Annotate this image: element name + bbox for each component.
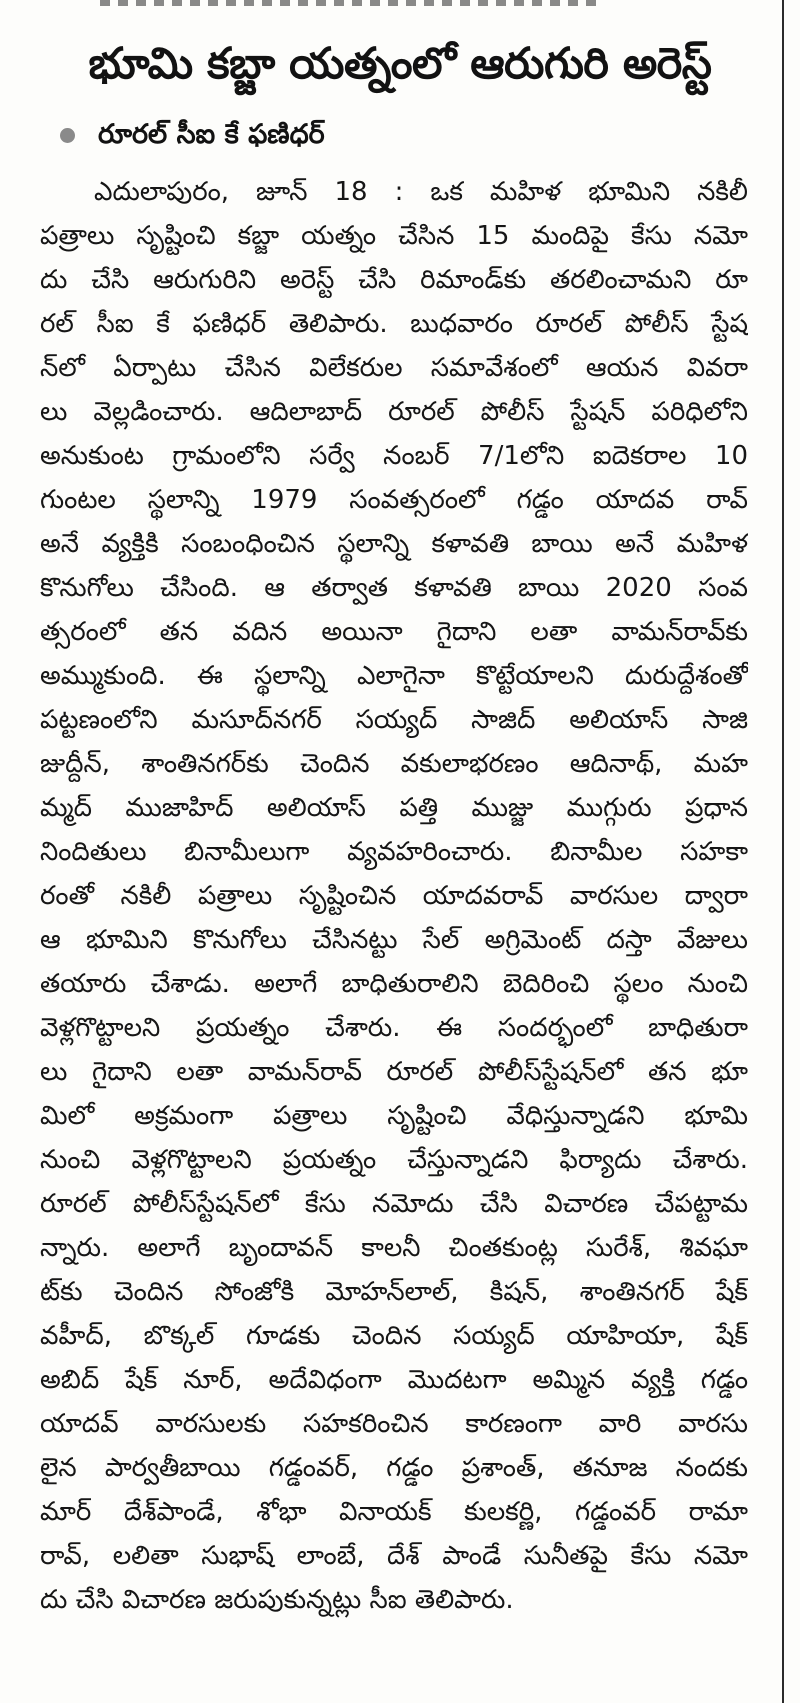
article-line: న్‌లో ఏర్పాటు చేసిన విలేకరుల సమావేశంలో ఆయన వివరా <box>40 353 748 383</box>
article-body <box>40 170 748 1622</box>
article-line: తయారు చేశాడు. అలాగే బాధితురాలిని బెదిరించి స్థలం నుంచి <box>40 969 748 999</box>
article-line: లు గైదాని లతా వామన్‌రావ్ రూరల్ పోలీస్‌స్టేషన్‌లో తన భూ <box>40 1057 748 1087</box>
article-line: మ్మద్ ముజాహిద్ అలియాస్ పత్తి ముజ్జు ముగ్గురు ప్రధాన <box>40 793 748 823</box>
article-line: ఎదులాపురం, జూన్ 18 : ఒక మహిళ భూమిని నకిలీ <box>94 177 748 207</box>
article-line: దు చేసి ఆరుగురిని అరెస్ట్ చేసి రిమాండ్‌కు తరలించామని రూ <box>40 265 748 295</box>
article-line: వహీద్, బొక్కల్ గూడకు చెందిన సయ్యద్ యాహియా, షేక్ <box>40 1321 748 1351</box>
article-line: నిందితులు బినామీలుగా వ్యవహరించారు. బినామీల సహకా <box>40 837 748 867</box>
article-line: అమ్ముకుంది. ఈ స్థలాన్ని ఎలాగైనా కొట్టేయాలని దురుద్దేశంతో <box>40 661 748 691</box>
article-line: దు చేసి విచారణ జరుపుకున్నట్లు సీఐ తెలిపారు. <box>40 1585 514 1615</box>
article-line: గుంటల స్థలాన్ని 1979 సంవత్సరంలో గడ్డం యాదవ రావ్ <box>40 485 748 515</box>
column-rule <box>782 0 784 1703</box>
article-line: మిలో అక్రమంగా పత్రాలు సృష్టించి వేధిస్తున్నాడని భూమి <box>40 1101 748 1131</box>
article-line: యాదవ్ వారసులకు సహకరించిన కారణంగా వారి వారసు <box>40 1409 748 1439</box>
byline: రూరల్ సీఐ కే ఫణిధర్ <box>98 119 325 150</box>
article-line: రూరల్ పోలీస్‌స్టేషన్‌లో కేసు నమోదు చేసి విచారణ చేపట్టామ <box>40 1189 748 1219</box>
byline-bullet-icon <box>60 128 75 143</box>
article-line: ట్‌కు చెందిన సోంజోకి మోహన్‌లాల్, కిషన్, శాంతినగర్ షేక్ <box>40 1277 748 1307</box>
article-line: నుంచి వెళ్లగొట్టాలని ప్రయత్నం చేస్తున్నాడని ఫిర్యాదు చేశారు. <box>40 1145 748 1175</box>
article-line: రావ్, లలితా సుభాష్ లాంబే, దేశ్ పాండే సునీతపై కేసు నమో <box>40 1541 748 1571</box>
article-line: పత్రాలు సృష్టించి కబ్జా యత్నం చేసిన 15 మందిపై కేసు నమో <box>40 221 748 251</box>
article-line: కొనుగోలు చేసింది. ఆ తర్వాత కళావతి బాయి 2020 సంవ <box>40 573 748 603</box>
article-line: రల్ సీఐ కే ఫణిధర్ తెలిపారు. బుధవారం రూరల్ పోలీస్ స్టేష <box>40 309 748 339</box>
article-line: అనుకుంట గ్రామంలోని సర్వే నంబర్ 7/1లోని ఐదెకరాల 10 <box>40 441 748 471</box>
headline: భూమి కబ్జా యత్నంలో ఆరుగురి అరెస్ట్ <box>88 39 712 89</box>
article-line: అబిద్ షేక్ నూర్, అదేవిధంగా మొదటగా అమ్మిన వ్యక్తి గడ్డం <box>40 1365 748 1395</box>
article-line: ఆ భూమిని కొనుగోలు చేసినట్టు సేల్ అగ్రిమెంట్ దస్తా వేజులు <box>40 925 748 955</box>
article-line: జుద్దీన్, శాంతినగర్‌కు చెందిన వకులాభరణం ఆదినాథ్, మహ <box>40 749 748 779</box>
article-line: పట్టణంలోని మసూద్‌నగర్ సయ్యద్ సాజిద్ అలియాస్ సాజి <box>40 705 748 735</box>
article-line: రంతో నకిలీ పత్రాలు సృష్టించిన యాదవరావ్ వారసుల ద్వారా <box>40 881 748 911</box>
article-line: న్నారు. అలాగే బృందావన్ కాలనీ చింతకుంట్ల సురేశ్, శివఘా <box>40 1233 748 1263</box>
article-line: వెళ్లగొట్టాలని ప్రయత్నం చేశారు. ఈ సందర్భంలో బాధితురా <box>40 1013 748 1043</box>
article-line: అనే వ్యక్తికి సంబంధించిన స్థలాన్ని కళావతి బాయి అనే మహిళ <box>40 529 748 559</box>
article-line: త్సరంలో తన వదిన అయినా గైదాని లతా వామన్‌రావ్‌కు <box>40 617 748 647</box>
article-line: లైన పార్వతీబాయి గడ్డంవర్, గడ్డం ప్రశాంత్, తనూజ నందకు <box>40 1453 748 1483</box>
article-line: లు వెల్లడించారు. ఆదిలాబాద్ రూరల్ పోలీస్ స్టేషన్ పరిధిలోని <box>40 397 748 427</box>
cut-off-previous-text <box>100 0 600 6</box>
article-line: మార్ దేశ్‌పాండే, శోభా వినాయక్ కులకర్ణి, గడ్డంవర్ రామా <box>40 1497 748 1527</box>
